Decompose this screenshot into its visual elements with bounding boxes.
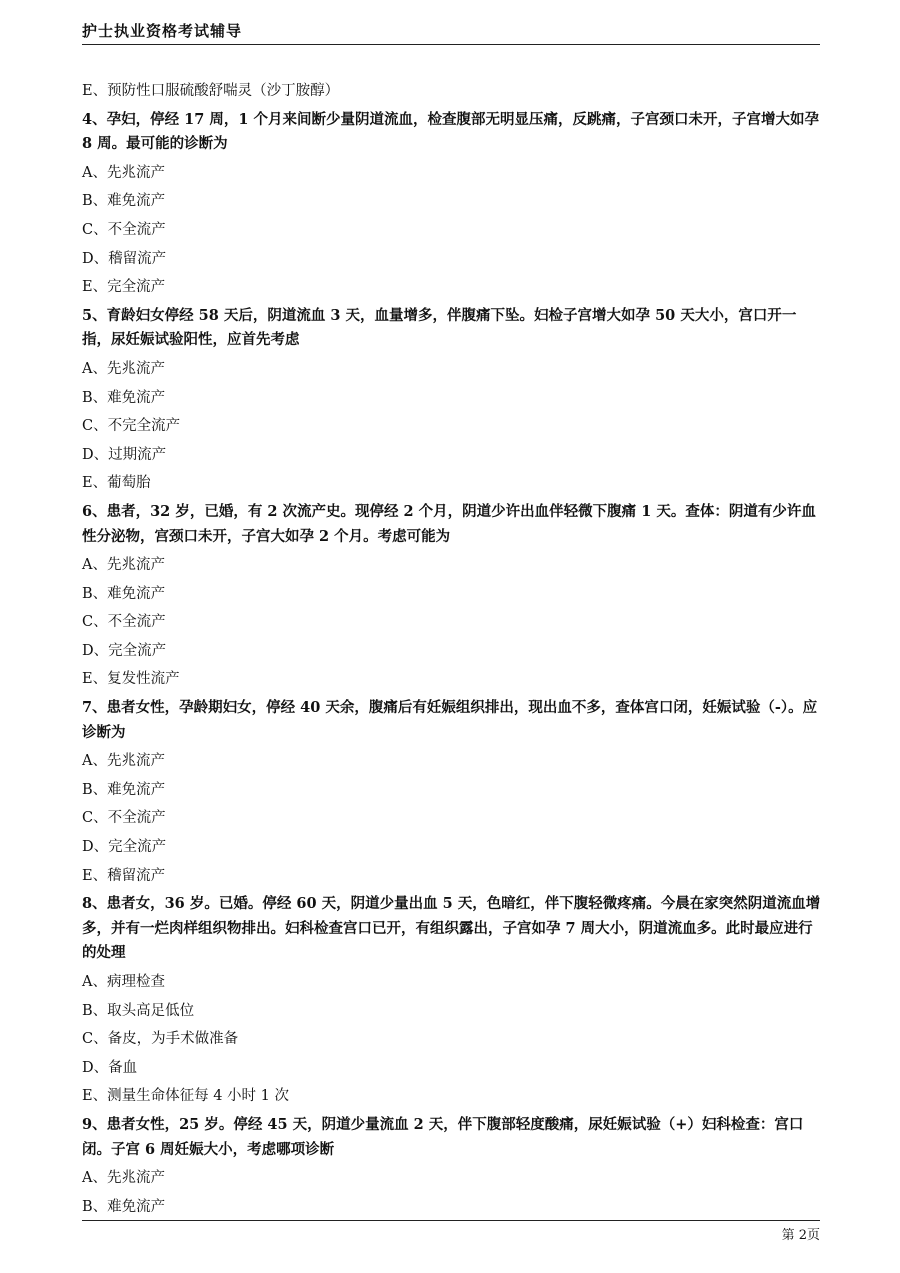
option-line: E、稽留流产 (82, 867, 166, 884)
question-stem: 5、育龄妇女停经 58 天后，阴道流血 3 天，血量增多，伴腹痛下坠。妇检子宫增大如孕 50 天大小，宫口开一指，尿妊娠试验阳性，应首先考虑 (82, 306, 797, 349)
option-line: D、完全流产 (82, 642, 167, 659)
option-line: A、先兆流产 (82, 164, 165, 181)
option-line: B、难免流产 (82, 193, 166, 210)
option-line: E、预防性口服硫酸舒喘灵（沙丁胺醇） (82, 83, 340, 99)
page-footer (82, 1220, 820, 1243)
option-line: B、难免流产 (82, 585, 166, 602)
option-line: B、难免流产 (82, 1198, 166, 1215)
option-line: C、不全流产 (82, 614, 166, 631)
option-line: D、备血 (82, 1059, 138, 1076)
page-number: 第 2页 (781, 1228, 820, 1243)
option-line: D、稽留流产 (82, 250, 167, 267)
option-line: E、复发性流产 (82, 671, 180, 688)
option-line: C、不完全流产 (82, 418, 181, 435)
option-line: A、先兆流产 (82, 753, 165, 770)
option-line: E、测量生命体征每 4 小时 1 次 (82, 1088, 289, 1105)
option-line: E、葡萄胎 (82, 475, 151, 492)
question-stem: 7、患者女性，孕龄期妇女，停经 40 天余，腹痛后有妊娠组织排出，现出血不多，查体宫口闭，妊娠试验（-）。应诊断为 (82, 699, 818, 741)
question-stem: 6、患者，32 岁，已婚，有 2 次流产史。现停经 2 个月，阴道少许出血伴轻微下腹痛 1 天。查体：阴道有少许血性分泌物，宫颈口未开，子宫大如孕 2 个月。考虑可能为 (82, 502, 816, 545)
option-line: E、完全流产 (82, 279, 166, 296)
question-content (82, 77, 822, 1221)
option-line: B、取头高足低位 (82, 1002, 195, 1019)
header-title: 护士执业资格考试辅导 (82, 22, 243, 40)
option-line: C、不全流产 (82, 221, 166, 238)
page-header (82, 16, 820, 45)
option-line: A、病理检查 (82, 974, 165, 990)
option-line: A、先兆流产 (82, 1170, 165, 1187)
option-line: A、先兆流产 (82, 557, 165, 574)
option-line: A、先兆流产 (82, 360, 165, 377)
question-stem: 4、孕妇，停经 17 周，1 个月来间断少量阴道流血，检查腹部无明显压痛，反跳痛，子宫颈口未开，子宫增大如孕 8 周。最可能的诊断为 (82, 110, 819, 153)
option-line: C、不全流产 (82, 810, 166, 827)
question-stem: 8、患者女，36 岁。已婚。停经 60 天，阴道少量出血 5 天，色暗红，伴下腹轻微疼痛。今晨在家突然阴道流血增多，并有一烂肉样组织物排出。妇科检查宫口已开，有组织露出，子宫如孕 7 周大小，阴道流血多。此时最应进行的处理 (82, 895, 821, 962)
option-line: B、难免流产 (82, 781, 166, 798)
option-line: C、备皮，为手术做准备 (82, 1031, 239, 1048)
option-line: D、完全流产 (82, 839, 167, 856)
option-line: B、难免流产 (82, 389, 166, 406)
question-stem: 9、患者女性，25 岁。停经 45 天，阴道少量流血 2 天，伴下腹部轻度酸痛，尿妊娠试验（+）妇科检查：宫口闭。子宫 6 周妊娠大小，考虑哪项诊断 (82, 1115, 804, 1158)
option-line: D、过期流产 (82, 446, 167, 463)
